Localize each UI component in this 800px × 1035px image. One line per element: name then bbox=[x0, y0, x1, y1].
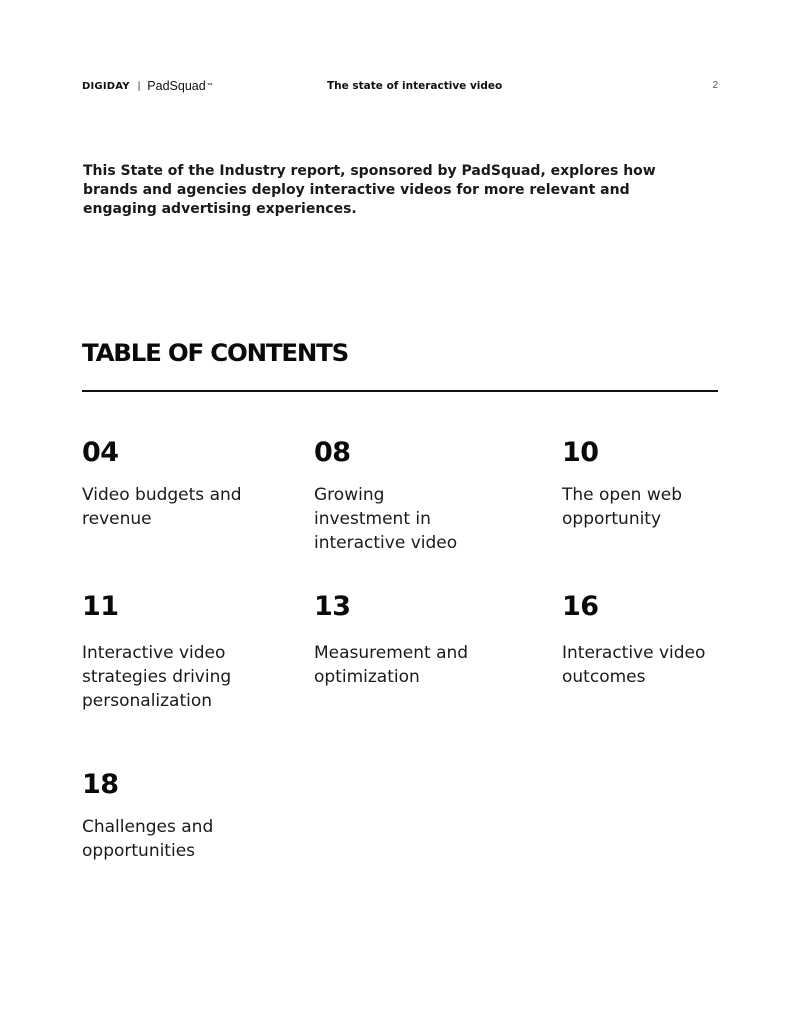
trademark-mark: ™ bbox=[206, 83, 213, 89]
toc-heading: TABLE OF CONTENTS bbox=[82, 339, 348, 367]
brand-separator: | bbox=[137, 80, 141, 92]
toc-entry-strategies-personalization[interactable] bbox=[82, 592, 272, 713]
toc-entry-page: 16 bbox=[562, 591, 599, 622]
toc-entry-challenges[interactable] bbox=[82, 770, 272, 863]
toc-entry-title: Interactive video outcomes bbox=[562, 643, 706, 687]
toc-entry-page: 10 bbox=[562, 437, 599, 468]
toc-entry-title: Challenges and opportunities bbox=[82, 817, 214, 861]
toc-entry-title: Interactive video strategies driving personalization bbox=[82, 643, 232, 711]
toc-entry-title: Growing investment in interactive video bbox=[314, 485, 458, 553]
report-title: The state of interactive video bbox=[327, 80, 503, 92]
toc-divider bbox=[82, 390, 718, 392]
toc-entry-video-budgets[interactable] bbox=[82, 438, 272, 531]
intro-paragraph: This State of the Industry report, sponsored by PadSquad, explores how brands and agencies deploy interactive videos for more relevant and engaging advertising experiences. bbox=[83, 163, 656, 217]
toc-entry-measurement[interactable] bbox=[314, 592, 514, 689]
toc-entry-page: 08 bbox=[314, 437, 351, 468]
toc-entry-page: 18 bbox=[82, 769, 119, 800]
page-number: 2 bbox=[712, 80, 718, 91]
digiday-logo: DIGIDAY bbox=[82, 80, 130, 92]
toc-entry-growing-investment[interactable] bbox=[314, 438, 514, 555]
toc-entry-open-web[interactable] bbox=[562, 438, 732, 531]
toc-entry-page: 04 bbox=[82, 437, 119, 468]
toc-entry-title: The open web opportunity bbox=[562, 485, 683, 529]
toc-entry-page: 13 bbox=[314, 591, 351, 622]
toc-entry-outcomes[interactable] bbox=[562, 592, 732, 689]
toc-entry-title: Measurement and optimization bbox=[314, 643, 469, 687]
brand-logos bbox=[82, 79, 213, 93]
page-header bbox=[82, 79, 718, 95]
padsquad-logo: PadSquad bbox=[147, 79, 206, 93]
toc-entry-title: Video budgets and revenue bbox=[82, 485, 242, 529]
toc-entry-page: 11 bbox=[82, 591, 119, 622]
